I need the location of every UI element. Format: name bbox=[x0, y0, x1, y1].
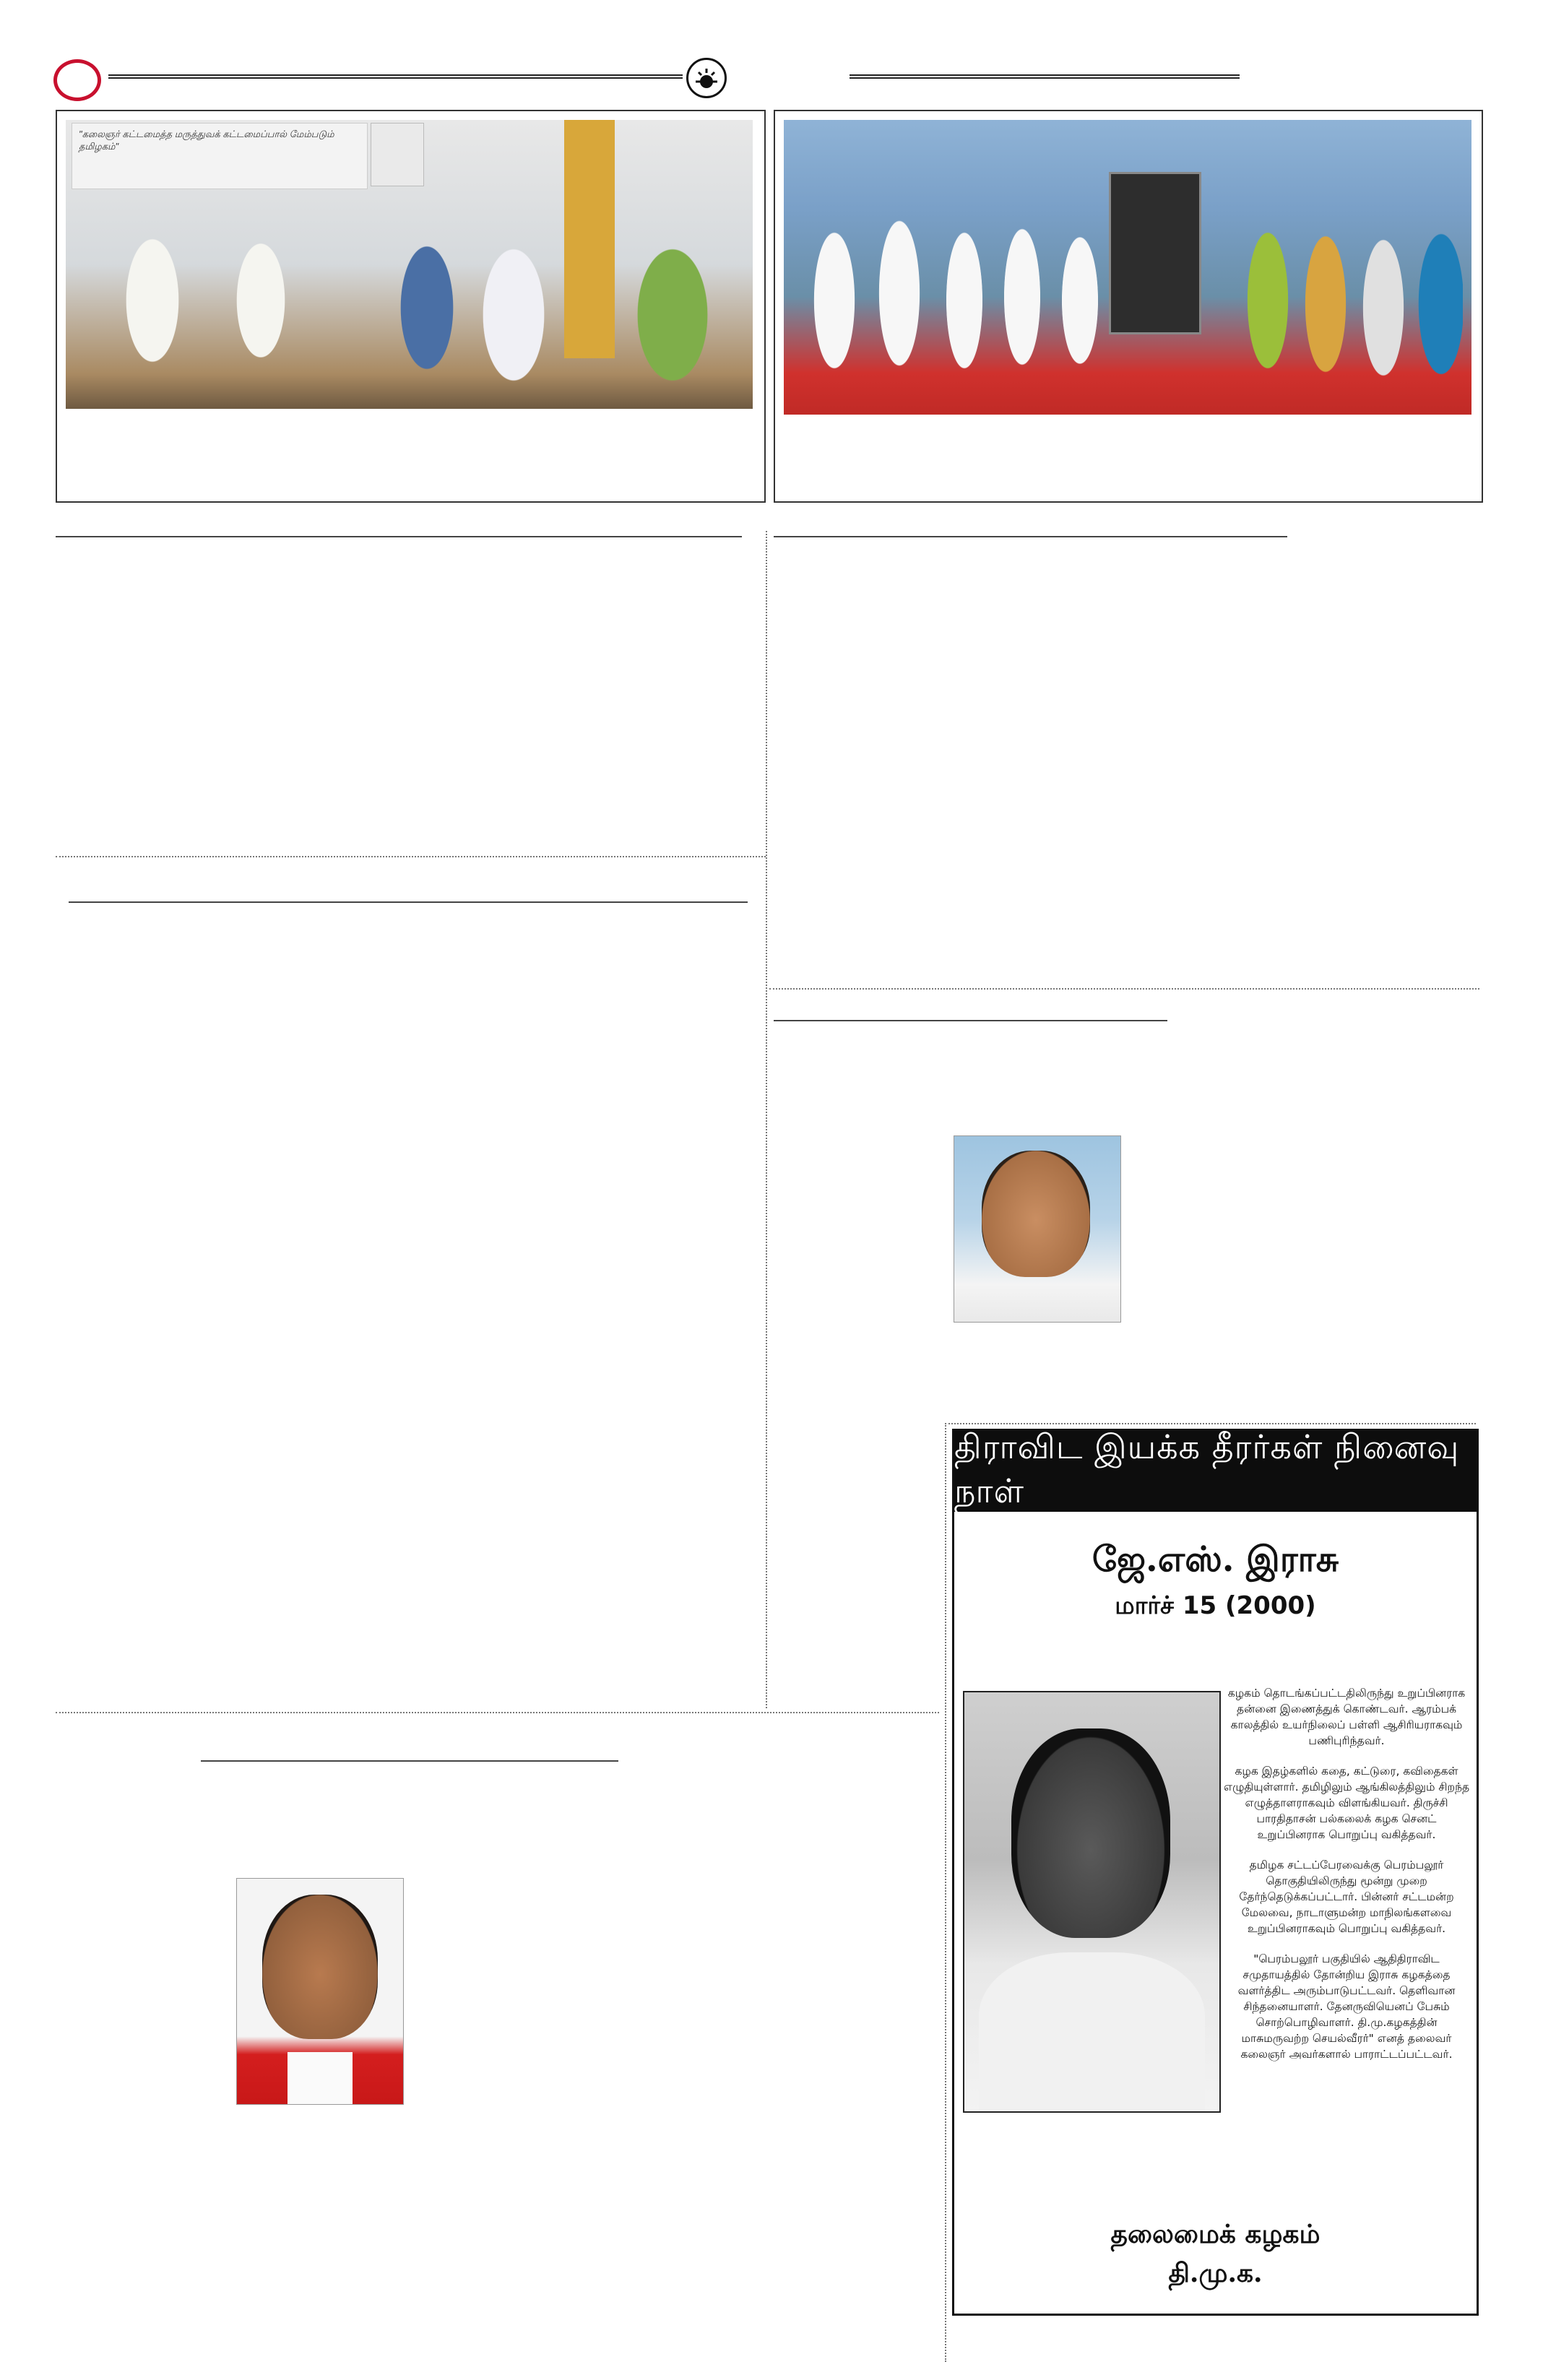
memorial-dotted-left bbox=[945, 1423, 946, 2362]
portrait-photo-right-column bbox=[954, 1135, 1121, 1323]
emblem-icon bbox=[688, 60, 725, 96]
memorial-notice bbox=[952, 1429, 1479, 2316]
memorial-banner bbox=[954, 1427, 1477, 1512]
separator-right-1 bbox=[769, 988, 1479, 990]
rising-sun-emblem bbox=[686, 58, 727, 98]
portrait-face-right bbox=[982, 1151, 1090, 1277]
portrait-shirt bbox=[288, 2052, 353, 2104]
people-group bbox=[109, 163, 730, 409]
section-rule-right-2 bbox=[774, 1020, 1167, 1021]
ceremony-photo-left bbox=[66, 120, 753, 409]
memorial-portrait-face bbox=[1011, 1728, 1170, 1938]
memorial-name: ஜே.எஸ். இராசு bbox=[1092, 1539, 1339, 1580]
separator-left-2 bbox=[56, 1712, 939, 1713]
section-rule-left-1 bbox=[56, 536, 742, 537]
memorial-date: மார்ச் 15 (2000) bbox=[1115, 1591, 1316, 1620]
memorial-footer bbox=[954, 2215, 1477, 2293]
page-logo-circle bbox=[53, 59, 101, 101]
memorial-footer-org: தலைமைக் கழகம் bbox=[1110, 2219, 1321, 2249]
memorial-biography bbox=[1223, 1685, 1470, 2077]
separator-left-1 bbox=[56, 856, 766, 857]
memorial-bio-paragraph: கழக இதழ்களில் கதை, கட்டுரை, கவிதைகள் எழுதியுள்ளார். தமிழிலும் ஆங்கிலத்திலும் சிறந்த எழுத்தாளராகவும் விளங்கியவர். திருச்சி பாரதிதாசன் பல்கலைக் கழக செனட் உறுப்பினராக பொறுப்பு வகித்தவர். bbox=[1223, 1765, 1470, 1841]
section-rule-right-1 bbox=[774, 536, 1287, 537]
people-group-right bbox=[791, 149, 1463, 415]
photo-frame-right bbox=[774, 110, 1483, 503]
memorial-banner-title: திராவிட இயக்க தீரர்கள் நினைவு நாள் bbox=[954, 1427, 1460, 1510]
memorial-portrait bbox=[963, 1691, 1221, 2113]
ceremony-photo-right bbox=[784, 120, 1471, 415]
portrait-face-left bbox=[262, 1895, 378, 2039]
memorial-portrait-shirt bbox=[979, 1952, 1205, 2111]
wall-banner-text: "கலைஞர் கட்டமைத்த மருத்துவக் கட்டமைப்பால் மேம்படும் தமிழகம்" bbox=[79, 129, 334, 152]
memorial-bio-paragraph: "பெரம்பலூர் பகுதியில் ஆதிதிராவிட சமுதாயத்தில் தோன்றிய இராசு கழகத்தை வளர்த்திட அரும்பாடுபட்டவர். தெளிவான சிந்தனையாளர். தேனருவியெனப் பேசும் சொற்பொழிவாளர். தி.மு.கழகத்தின் மாசுமருவற்ற செயல்வீரர்" எனத் தலைவர் கலைஞர் அவர்களால் பாராட்டப்பட்டவர். bbox=[1237, 1952, 1456, 2061]
memorial-dotted-top bbox=[945, 1423, 1476, 1424]
masthead-rule-right bbox=[850, 74, 1240, 79]
photo-frame-left bbox=[56, 110, 766, 503]
section-rule-left-2 bbox=[69, 901, 748, 903]
section-rule-left-3 bbox=[201, 1760, 618, 1762]
column-divider bbox=[766, 531, 767, 1708]
memorial-footer-party: தி.மு.க. bbox=[1168, 2258, 1263, 2288]
portrait-photo-left-column bbox=[236, 1878, 404, 2105]
masthead-rule-left bbox=[108, 74, 683, 79]
memorial-bio-paragraph: தமிழக சட்டப்பேரவைக்கு பெரம்பலூர் தொகுதியிலிருந்து மூன்று முறை தேர்ந்தெடுக்கப்பட்டார். பின்னர் சட்டமன்ற மேலவை, நாடாளுமன்ற மாநிலங்களவை உறுப்பினராகவும் பொறுப்பு வகித்தவர். bbox=[1239, 1858, 1454, 1935]
memorial-bio-paragraph: கழகம் தொடங்கப்பட்டதிலிருந்து உறுப்பினராக தன்னை இணைத்துக் கொண்டவர். ஆரம்பக் காலத்தில் உயர்நிலைப் பள்ளி ஆசிரியராகவும் பணிபுரிந்தவர். bbox=[1227, 1687, 1466, 1747]
